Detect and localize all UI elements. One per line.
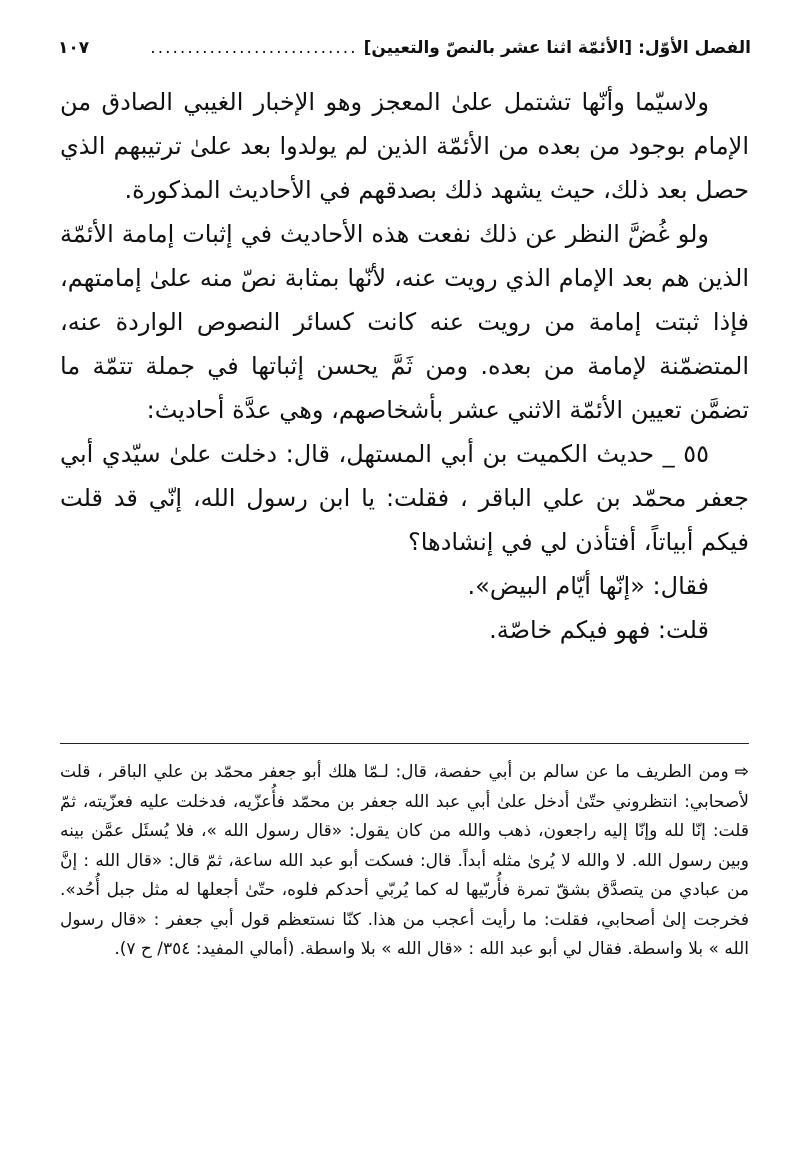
page-number: ١٠٧ (58, 38, 90, 58)
main-text (60, 80, 749, 652)
paragraph-5: قلت: فهو فيكم خاصّة. (489, 616, 709, 644)
paragraph-3: ٥٥ _ حديث الكميت بن أبي المستهل، قال: دخلت علىٰ سيّدي أبي جعفر محمّد بن علي الباقر ، فقلت: يا ابن رسول الله، إنّي قد قلت فيكم أبياتاً، أفتأذن لي في إنشادها؟ (60, 440, 749, 556)
page-header (58, 34, 751, 62)
chapter-title: الفصل الأوّل: [الأئمّة اثنا عشر بالنصّ والتعيين] (363, 38, 751, 58)
paragraph-1: ولاسيّما وأنّها تشتمل علىٰ المعجز وهو الإخبار الغيبي الصادق من الإمام بوجود من بعده من الأئمّة الذين لم يولدوا بعد علىٰ ترتيبهم الذي حصل بعد ذلك، حيث يشهد ذلك بصدقهم في الأحاديث المذكورة. (60, 88, 749, 204)
paragraph-2: ولو غُضَّ النظر عن ذلك نفعت هذه الأحاديث في إثبات إمامة الأئمّة الذين هم بعد الإمام الذي رويت عنه، لأنّها بمثابة نصّ منه علىٰ إمامتهم، فإذا ثبتت إمامة من رويت عنه كانت كسائر النصوص الواردة عنه، المتضمّنة لإمامة من بعده. ومن ثَمَّ يحسن إثباتها في جملة تتمّة ما تضمَّن تعيين الأئمّة الاثني عشر بأشخاصهم، وهي عدَّة أحاديث: (60, 220, 749, 424)
footnote-text: ومن الطريف ما عن سالم بن أبي حفصة، قال: لـمّا هلك أبو جعفر محمّد بن علي الباقر ، قلت لأصحابي: انتظروني حتّىٰ أدخل علىٰ أبي عبد الله جعفر بن محمّد فأُعزّيه، فدخلت عليه فعزّيته، ثمّ قلت: إنّا لله وإنّا إليه راجعون، ذهب والله من كان يقول: «قال رسول الله »، فلا يُسئَل عمَّن بينه وبين رسول الله. لا والله لا يُرىٰ مثله أبداً. قال: فسكت أبو عبد الله ساعة، ثمّ قال: «قال الله : إنَّ من عبادي من يتصدَّق بشقّ تمرة فأُربّيها له كما يُربّي أحدكم فلوه، حتّىٰ أجعلها له مثل جبل أُحُد». فخرجت إلىٰ أصحابي، فقلت: ما رأيت أعجب من هذا. كنّا نستعظم قول أبي جعفر : «قال رسول الله » بلا واسطة. فقال لي أبو عبد الله : «قال الله » بلا واسطة. (أمالي المفيد: ٣٥٤/ ح ٧). (60, 762, 749, 959)
footnote-divider (60, 743, 749, 744)
header-leader-dots: ............................ (150, 38, 358, 58)
paragraph-4: فقال: «إنّها أيّام البيض». (467, 572, 709, 600)
continuation-arrow-icon: ⇨ (734, 762, 749, 782)
footnote (60, 758, 749, 965)
